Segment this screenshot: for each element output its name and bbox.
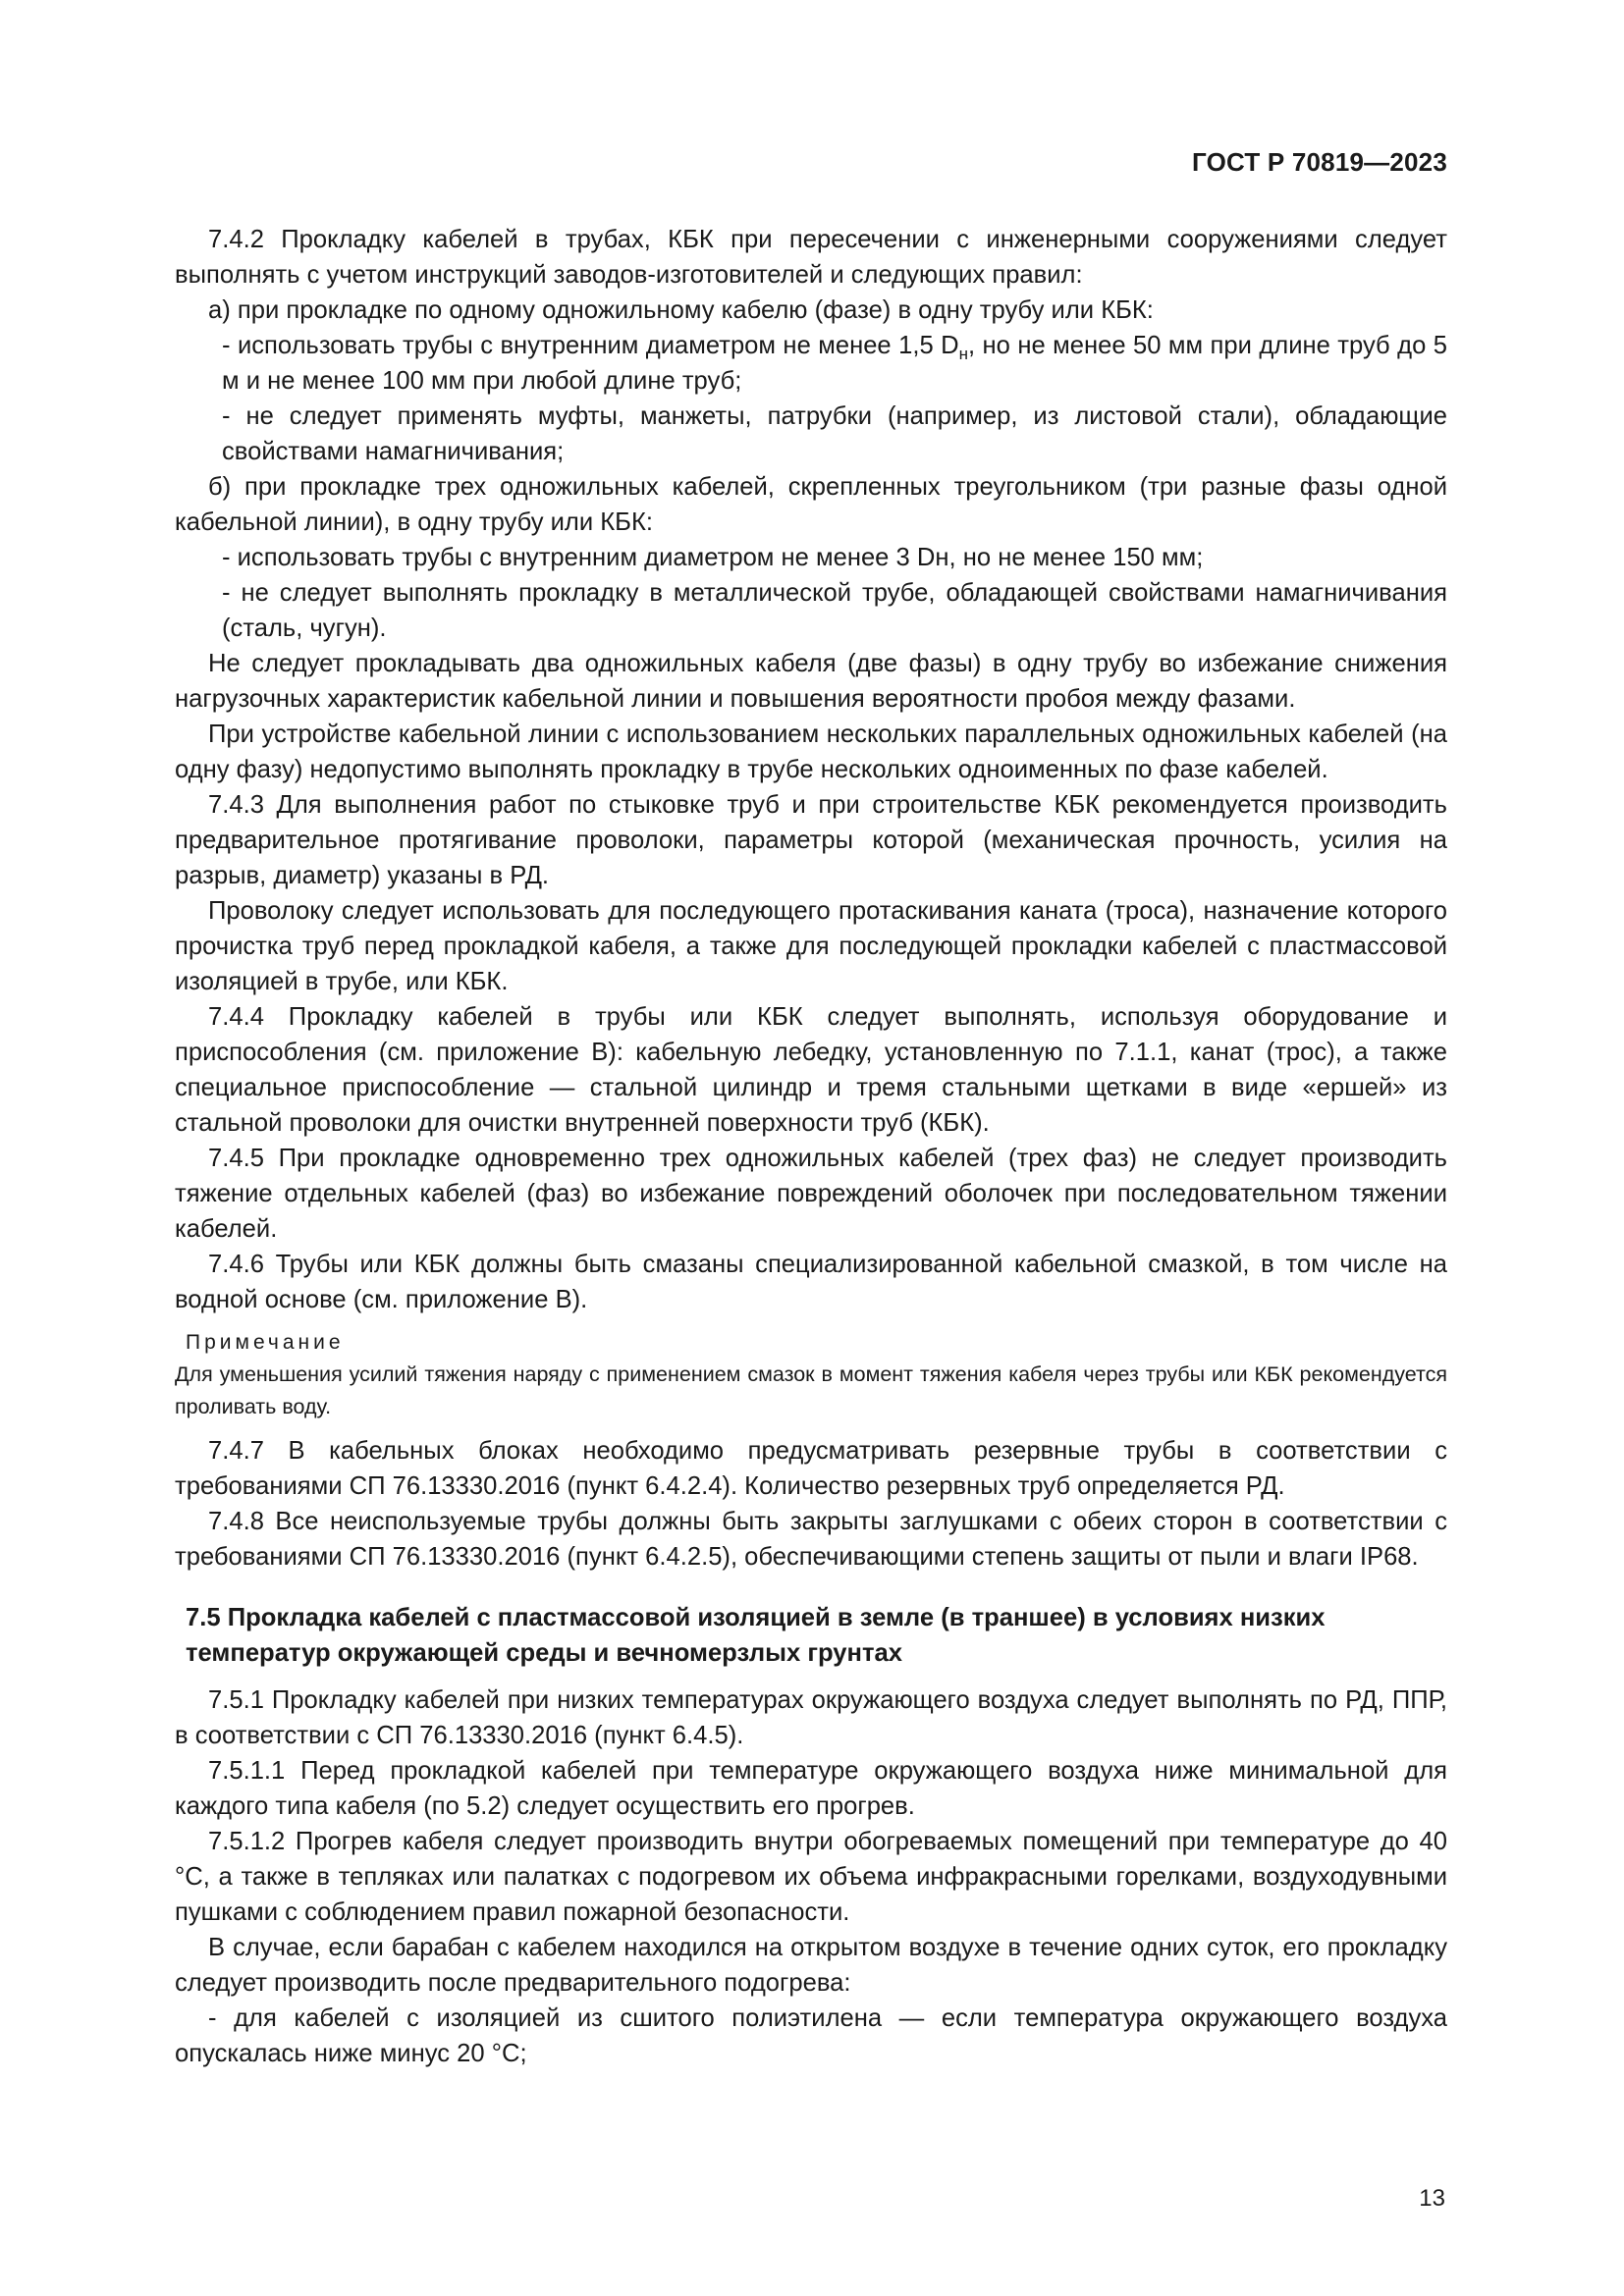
document-body <box>175 222 1447 2071</box>
section-title-line-1: 7.5 Прокладка кабелей с пластмассовой изоляцией в земле (в траншее) в условиях низких <box>186 1604 1326 1631</box>
note-heading: Примечание <box>186 1331 345 1354</box>
note-text: Для уменьшения усилий тяжения наряду с применением смазок в момент тяжения кабеля через трубы или КБК рекомендуется проливать воду. <box>175 1362 1447 1418</box>
section-title-line-2: температур окружающей среды и вечномерзлых грунтах <box>186 1639 902 1667</box>
dash-item-pipe-diameter <box>175 328 1447 399</box>
paragraph-7-5-1: 7.5.1 Прокладку кабелей при низких температурах окружающего воздуха следует выполнять по РД, ППР, в соответствии с СП 76.13330.2016 (пункт 6.4.5). <box>175 1686 1447 1749</box>
dash-text-part-2: , но не менее 50 мм при длине труб до 5 м и не менее 100 мм при любой длине труб; <box>222 332 1447 395</box>
paragraph-parallel-cables: При устройстве кабельной линии с использованием нескольких параллельных одножильных кабелей (на одну фазу) недопустимо выполнять прокладку в трубе нескольких одноименных по фазе кабелей. <box>175 721 1447 783</box>
dash-text-part-1: - использовать трубы с внутренним диаметром не менее 1,5 D <box>222 332 959 359</box>
dash-item-metal-pipe: - не следует выполнять прокладку в металлической трубе, обладающей свойствами намагничивания (сталь, чугун). <box>222 579 1447 642</box>
section-title-7-5 <box>175 1600 1447 1671</box>
paragraph-7-4-7: 7.4.7 В кабельных блоках необходимо предусматривать резервные трубы в соответствии с требованиями СП 76.13330.2016 (пункт 6.4.2.4). Количество резервных труб определяется РД. <box>175 1437 1447 1500</box>
page-number: 13 <box>1419 2185 1445 2212</box>
document-id-header: ГОСТ Р 70819—2023 <box>1192 147 1447 177</box>
dash-item-couplings: - не следует применять муфты, манжеты, патрубки (например, из листовой стали), обладающие свойствами намагничивания; <box>222 402 1447 465</box>
paragraph-7-4-2: 7.4.2 Прокладку кабелей в трубах, КБК при пересечении с инженерными сооружениями следует выполнять с учетом инструкций заводов-изготовителей и следующих правил: <box>175 226 1447 289</box>
paragraph-two-cables: Не следует прокладывать два одножильных кабеля (две фазы) в одну трубу во избежание снижения нагрузочных характеристик кабельной линии и повышения вероятности пробоя между фазами. <box>175 650 1447 713</box>
paragraph-7-4-8: 7.4.8 Все неиспользуемые трубы должны быть закрыты заглушками с обеих сторон в соответствии с требованиями СП 76.13330.2016 (пункт 6.4.2.5), обеспечивающими степень защиты от пыли и влаги IP68. <box>175 1508 1447 1571</box>
paragraph-drum-outdoors: В случае, если барабан с кабелем находился на открытом воздухе в течение одних суток, его прокладку следует производить после предварительного подогрева: <box>175 1934 1447 1997</box>
dash-item-pipe-diameter-3dn: - использовать трубы с внутренним диаметром не менее 3 Dн, но не менее 150 мм; <box>222 544 1204 571</box>
paragraph-7-5-1-1: 7.5.1.1 Перед прокладкой кабелей при температуре окружающего воздуха ниже минимальной для каждого типа кабеля (по 5.2) следует осуществить его прогрев. <box>175 1757 1447 1820</box>
paragraph-7-4-4: 7.4.4 Прокладку кабелей в трубы или КБК следует выполнять, используя оборудование и приспособления (см. приложение В): кабельную лебедку, установленную по 7.1.1, канат (трос), а также специальное приспособление — стальной цилиндр и тремя стальными щетками в виде «ершей» из стальной проволоки для очистки внутренней поверхности труб (КБК). <box>175 1003 1447 1137</box>
dash-item-xlpe: - для кабелей с изоляцией из сшитого полиэтилена — если температура окружающего воздуха опускалась ниже минус 20 °С; <box>175 2004 1447 2067</box>
list-item-b: б) при прокладке трех одножильных кабелей, скрепленных треугольником (три разные фазы одной кабельной линии), в одну трубу или КБК: <box>175 473 1447 536</box>
subscript-n: н <box>958 345 968 364</box>
paragraph-wire: Проволоку следует использовать для последующего протаскивания каната (троса), назначение которого прочистка труб перед прокладкой кабеля, а также для последующей прокладки кабелей с пластмассовой изоляцией в трубе, или КБК. <box>175 897 1447 995</box>
paragraph-7-4-5: 7.4.5 При прокладке одновременно трех одножильных кабелей (трех фаз) не следует производить тяжение отдельных кабелей (фаз) во избежание повреждений оболочек при последовательном тяжении кабелей. <box>175 1145 1447 1243</box>
paragraph-7-4-3: 7.4.3 Для выполнения работ по стыковке труб и при строительстве КБК рекомендуется производить предварительное протягивание проволоки, параметры которой (механическая прочность, усилия на разрыв, диаметр) указаны в РД. <box>175 791 1447 889</box>
paragraph-7-5-1-2: 7.5.1.2 Прогрев кабеля следует производить внутри обогреваемых помещений при температуре до 40 °С, а также в тепляках или палатках с подогревом их объема инфракрасными горелками, воздуходувными пушками с соблюдением правил пожарной безопасности. <box>175 1828 1447 1926</box>
list-item-a: а) при прокладке по одному одножильному кабелю (фазе) в одну трубу или КБК: <box>208 296 1154 324</box>
paragraph-7-4-6: 7.4.6 Трубы или КБК должны быть смазаны специализированной кабельной смазкой, в том числе на водной основе (см. приложение В). <box>175 1251 1447 1313</box>
